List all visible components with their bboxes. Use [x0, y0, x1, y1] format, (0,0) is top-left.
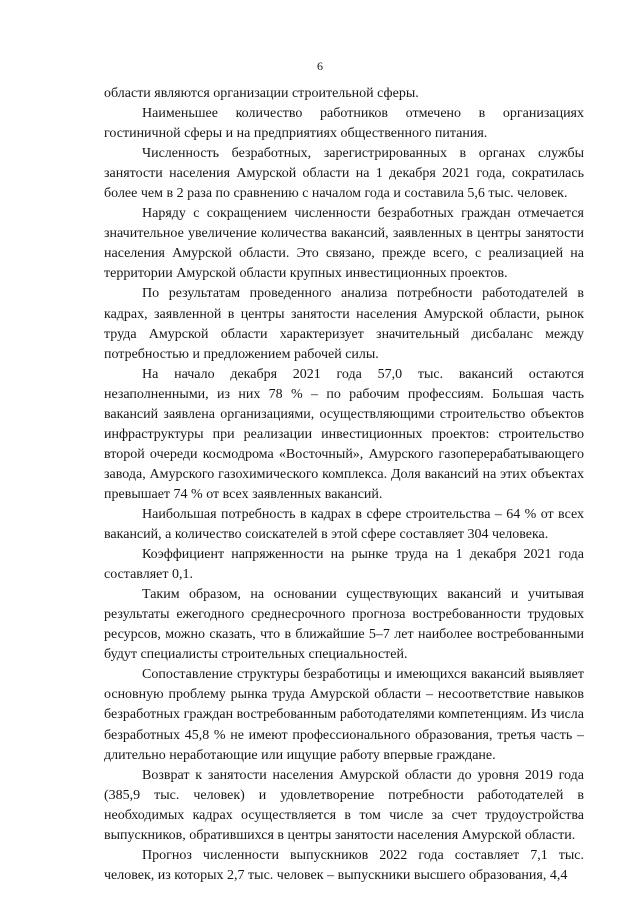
- paragraph: Численность безработных, зарегистрированных в органах службы занятости населения Амурской области на 1 декабря 2021 года, сократилась более чем в 2 раза по сравнению с началом года и составила 5,6 тыс. человек.: [104, 146, 584, 202]
- paragraph: Прогноз численности выпускников 2022 года составляет 7,1 тыс. человек, из которых 2,7 тыс. человек – выпускники высшего образования, 4,4: [104, 847, 584, 883]
- body-text: [104, 84, 584, 886]
- paragraph: По результатам проведенного анализа потребности работодателей в кадрах, заявленной в центры занятости населения Амурской области, рынок труда Амурской области характеризует значительный дисбаланс между потребностью и предложением рабочей силы.: [104, 286, 584, 362]
- paragraph: Наряду с сокращением численности безработных граждан отмечается значительное увеличение количества вакансий, заявленных в центры занятости населения Амурской области. Это связано, прежде всего, с реализацией на территории Амурской области крупных инвестиционных проектов.: [104, 206, 584, 282]
- paragraph: Таким образом, на основании существующих вакансий и учитывая результаты ежегодного среднесрочного прогноза востребованности трудовых ресурсов, можно сказать, что в ближайшие 5–7 лет наиболее востребованными будут специалисты строительных специальностей.: [104, 587, 584, 663]
- paragraph: Коэффициент напряженности на рынке труда на 1 декабря 2021 года составляет 0,1.: [104, 547, 584, 583]
- paragraph: области являются организации строительной сферы.: [104, 86, 419, 101]
- paragraph: На начало декабря 2021 года 57,0 тыс. вакансий остаются незаполненными, из них 78 % – по рабочим профессиям. Большая часть вакансий заявлена организациями, осуществляющими строительство объектов инфраструктуры при реализации инвестиционных проектов: строительство второй очереди космодрома «Восточный», Амурского газоперерабатывающего завода, Амурского газохимического комплекса. Доля вакансий на этих объектах превышает 74 % от всех заявленных вакансий.: [104, 366, 584, 502]
- page-number: 6: [317, 59, 323, 73]
- paragraph: Возврат к занятости населения Амурской области до уровня 2019 года (385,9 тыс. человек) и удовлетворение потребности работодателей в необходимых кадрах осуществляется в том числе за счет трудоустройства выпускников, обратившихся в центры занятости населения Амурской области.: [104, 767, 584, 843]
- paragraph: Сопоставление структуры безработицы и имеющихся вакансий выявляет основную проблему рынка труда Амурской области – несоответствие навыков безработных граждан востребованным работодателями компетенциям. Из числа безработных 45,8 % не имеют профессионального образования, третья часть – длительно неработающие или ищущие работу впервые граждане.: [104, 667, 584, 763]
- paragraph: Наибольшая потребность в кадрах в сфере строительства – 64 % от всех вакансий, а количество соискателей в этой сфере составляет 304 человека.: [104, 506, 584, 543]
- paragraph: Наименьшее количество работников отмечено в организациях гостиничной сферы и на предприятиях общественного питания.: [104, 106, 584, 142]
